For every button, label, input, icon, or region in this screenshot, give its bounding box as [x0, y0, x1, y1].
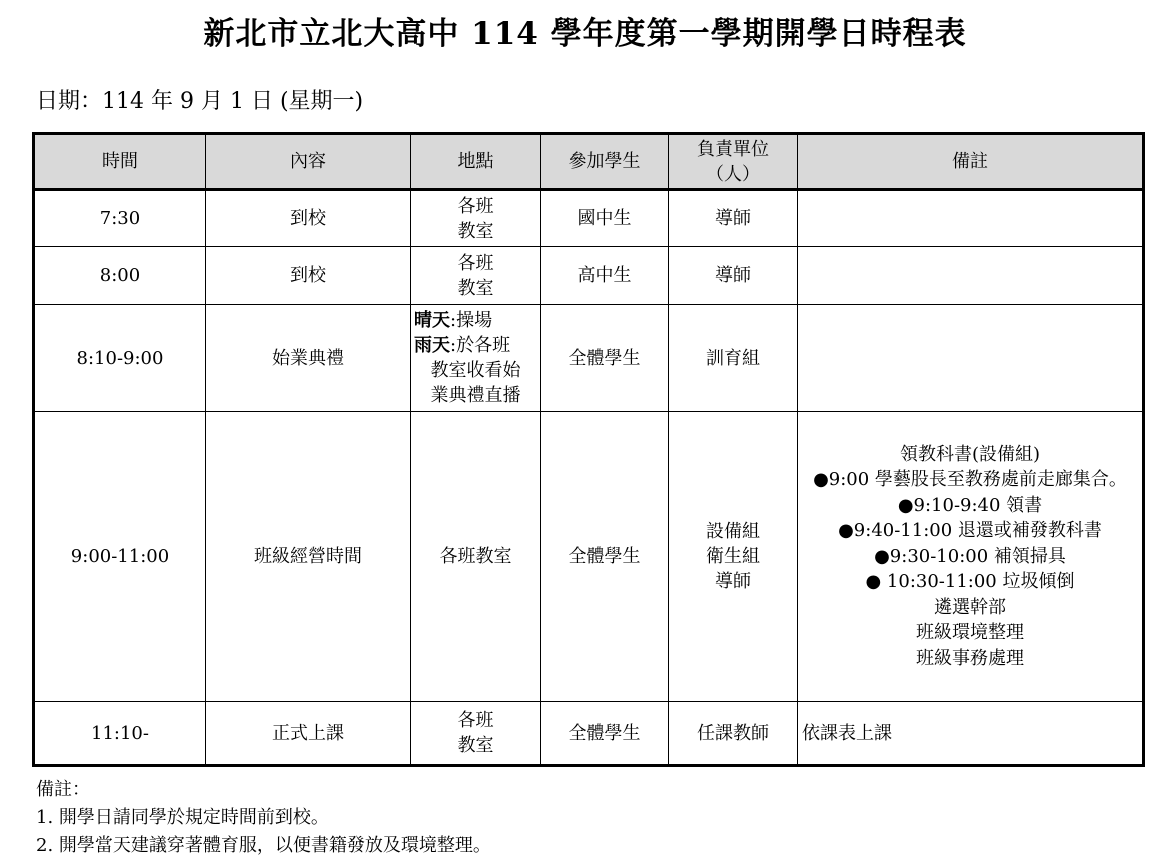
footer-note: 2. 開學當天建議穿著體育服，以便書籍發放及環境整理。 — [36, 835, 491, 856]
location-rainy — [411, 333, 540, 358]
table-row — [34, 305, 1144, 412]
cell-participants: 全體學生 — [541, 702, 669, 766]
remark-line: 班級環境整理 — [916, 622, 1024, 644]
cell-participants: 國中生 — [541, 190, 669, 247]
cell-remark: 依課表上課 — [798, 702, 1144, 766]
unit-line: 導師 — [715, 571, 751, 592]
cell-unit: 導師 — [669, 247, 798, 305]
table-row — [34, 247, 1144, 305]
cell-location — [411, 247, 541, 305]
cell-unit: 訓育組 — [669, 305, 798, 412]
cell-time: 9:00-11:00 — [34, 412, 206, 702]
header-unit — [669, 134, 798, 190]
rainy-label: 雨天 — [414, 335, 450, 356]
header-content: 內容 — [206, 134, 411, 190]
cell-location — [411, 190, 541, 247]
cell-time: 8:10-9:00 — [34, 305, 206, 412]
page-title: 新北市立北大高中 114 學年度第一學期開學日時程表 — [203, 16, 967, 52]
cell-content: 到校 — [206, 247, 411, 305]
remark-bullet: ●9:00 學藝股長至教務處前走廊集合。 — [813, 469, 1127, 491]
remark-bullet: ● 10:30-11:00 垃圾傾倒 — [865, 571, 1075, 593]
footer-label: 備註： — [36, 779, 90, 800]
remark-bullet: ●9:10-9:40 領書 — [897, 494, 1043, 516]
location-line: 教室 — [457, 277, 494, 299]
location-sunny — [411, 308, 540, 333]
cell-participants: 全體學生 — [541, 412, 669, 702]
location-line: 業典禮直播 — [430, 385, 521, 406]
header-remark: 備註 — [798, 134, 1144, 190]
cell-location — [411, 702, 541, 766]
cell-time: 7:30 — [34, 190, 206, 247]
remark-line: 領教科書(設備組) — [899, 443, 1041, 465]
footer-note: 1. 開學日請同學於規定時間前到校。 — [36, 807, 329, 828]
table-row — [34, 412, 1144, 702]
cell-content: 正式上課 — [206, 702, 411, 766]
cell-unit: 導師 — [669, 190, 798, 247]
unit-line: 設備組 — [706, 521, 760, 542]
unit-line: 衛生組 — [706, 546, 760, 567]
remark-line: 遴選幹部 — [934, 596, 1006, 618]
cell-time: 11:10- — [34, 702, 206, 766]
sunny-label: 晴天 — [414, 310, 450, 331]
cell-content: 到校 — [206, 190, 411, 247]
remark-bullet: ●9:30-10:00 補領掃具 — [874, 545, 1066, 567]
header-unit-line2: （人） — [706, 163, 760, 185]
cell-content: 始業典禮 — [206, 305, 411, 412]
location-line: 各班 — [457, 710, 494, 731]
date-line: 日期：114 年 9 月 1 日 (星期一) — [36, 89, 364, 114]
table-row — [34, 190, 1144, 247]
remark-bullet: ●9:40-11:00 退還或補發教科書 — [838, 520, 1102, 542]
cell-remark — [798, 412, 1144, 702]
header-location: 地點 — [411, 134, 541, 190]
table-row — [34, 702, 1144, 766]
cell-participants: 全體學生 — [541, 305, 669, 412]
cell-unit — [669, 412, 798, 702]
cell-participants: 高中生 — [541, 247, 669, 305]
cell-content: 班級經營時間 — [206, 412, 411, 702]
rainy-text: :於各班 — [450, 335, 511, 356]
location-line: 各班 — [457, 195, 494, 217]
remark-line: 班級事務處理 — [916, 647, 1024, 669]
header-unit-line1: 負責單位 — [697, 138, 769, 160]
location-line: 教室 — [457, 735, 494, 756]
sunny-text: :操場 — [450, 310, 493, 331]
location-line: 教室收看始 — [430, 360, 521, 381]
footer-notes — [36, 776, 491, 860]
cell-time: 8:00 — [34, 247, 206, 305]
schedule-table — [32, 132, 1145, 767]
location-line: 教室 — [457, 220, 494, 242]
header-participants: 參加學生 — [541, 134, 669, 190]
cell-location — [411, 305, 541, 412]
cell-remark — [798, 305, 1144, 412]
cell-unit: 任課教師 — [669, 702, 798, 766]
location-line: 各班 — [457, 252, 494, 274]
cell-remark — [798, 190, 1144, 247]
cell-location: 各班教室 — [411, 412, 541, 702]
header-time: 時間 — [34, 134, 206, 190]
cell-remark — [798, 247, 1144, 305]
